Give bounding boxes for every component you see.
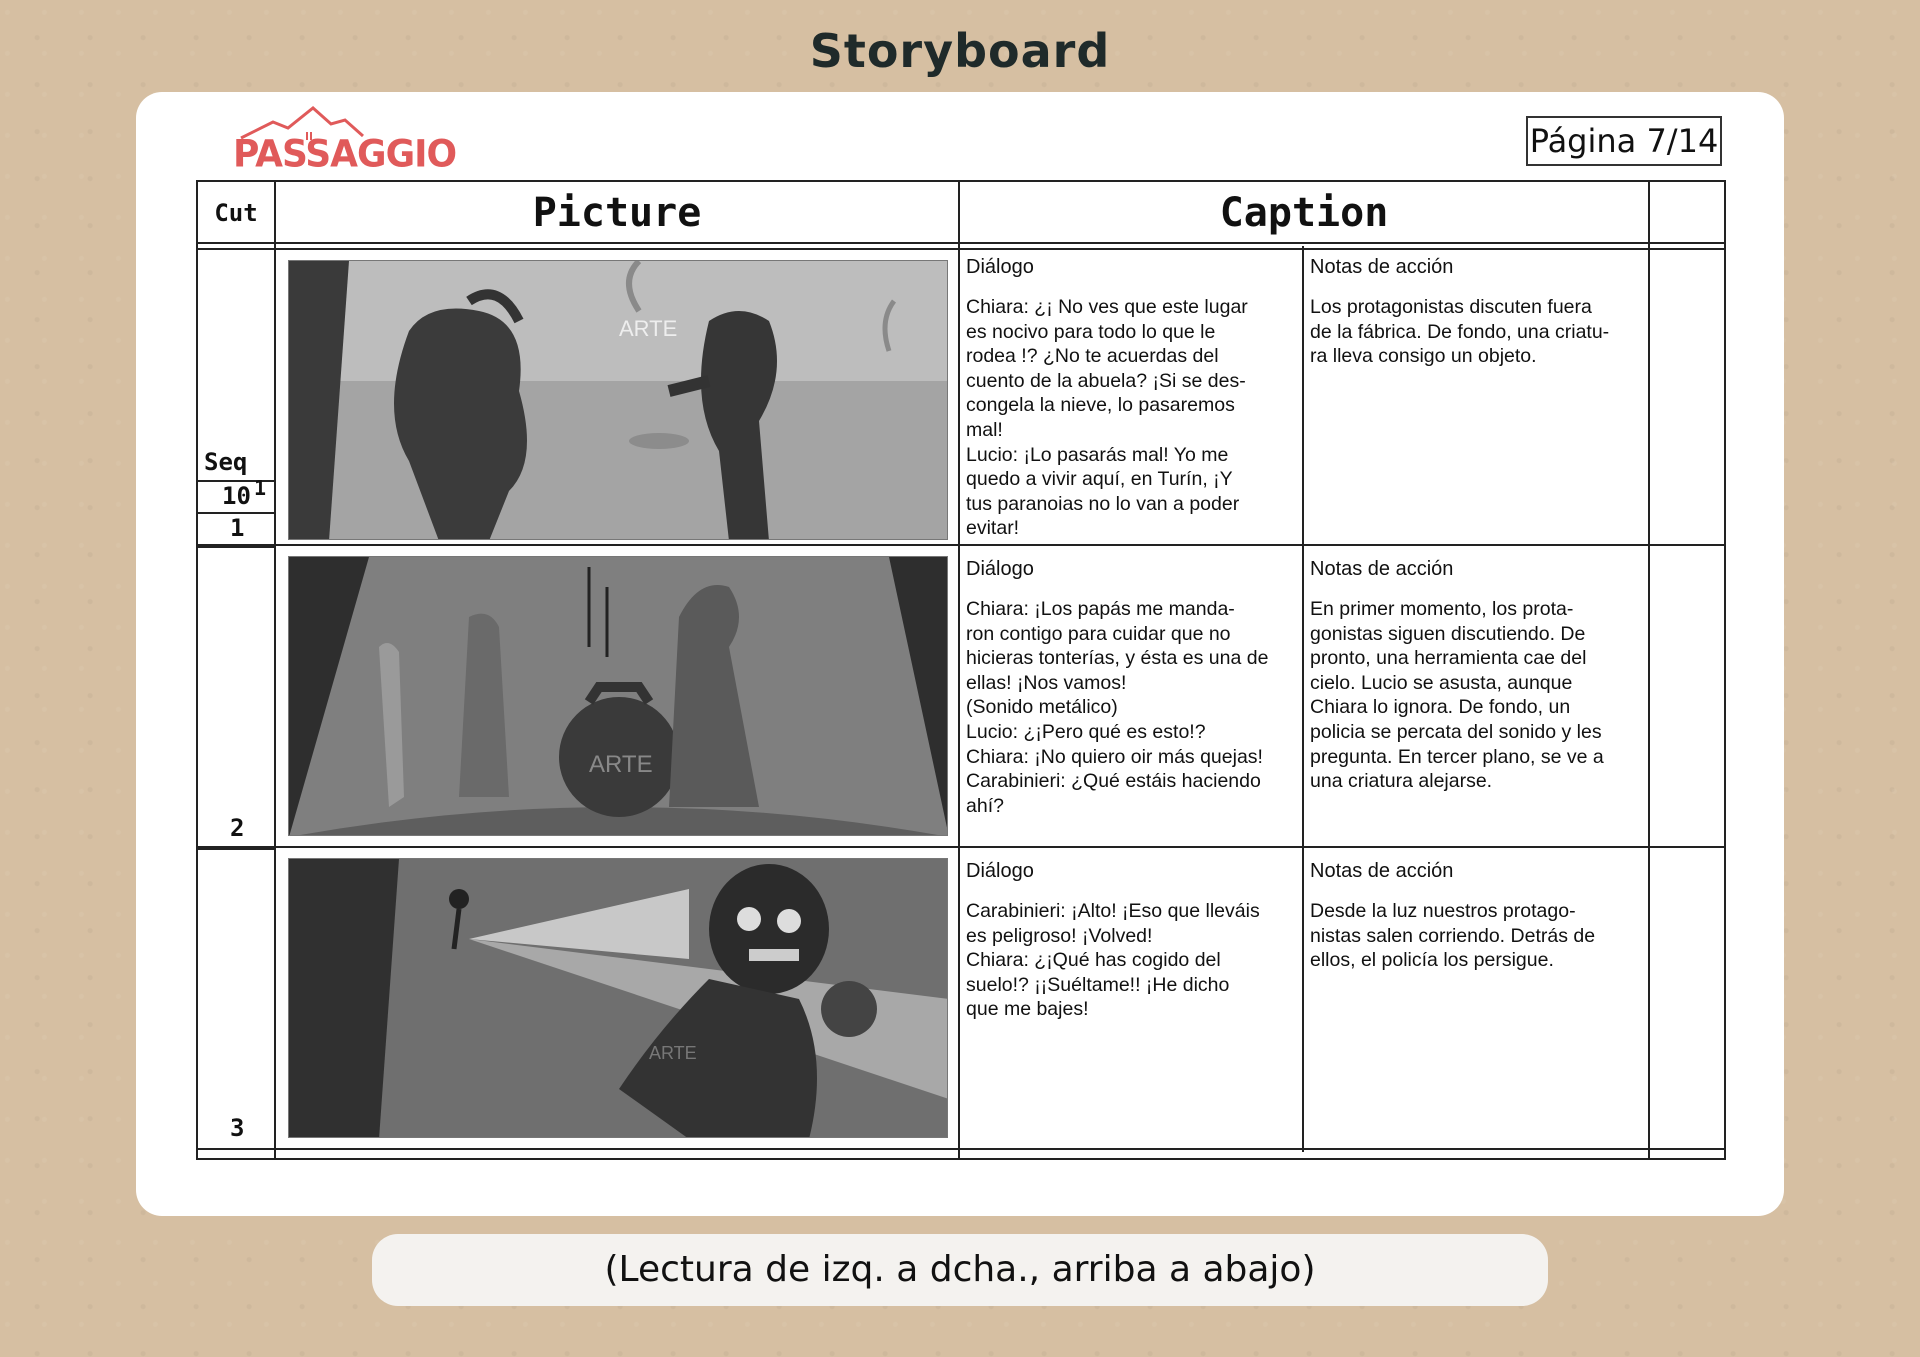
notes-cell [1310,256,1644,369]
page-indicator: Página 7/14 [1526,116,1722,166]
panel-sketch-chase [289,859,948,1138]
storyboard-panel [288,858,948,1138]
cut-number: 2 [230,814,245,842]
notes-text: En primer momento, los prota- gonistas siguen discutiendo. De pronto, una herramienta cae del cielo. Lucio se asusta, aunque Chiara lo ignora. De fondo, un policia se percata del sonido y les pregunta. En tercer plano, se ve a una criatura alejarse. [1310,598,1604,793]
notes-label: Notas de acción [1310,256,1454,278]
dialogue-cell [966,860,1296,1022]
dialogue-label: Diálogo [966,860,1034,882]
dialogue-label: Diálogo [966,558,1034,580]
header-caption: Caption [1219,190,1389,236]
notes-cell [1310,860,1644,973]
panel-sketch-argument [289,261,948,540]
dialogue-label: Diálogo [966,256,1034,278]
dialogue-text: Chiara: ¡Los papás me manda- ron contigo para cuidar que no hicieras tonterías, y ésta es una de ellas! ¡Nos vamos! (Sonido metálico) Lucio: ¿¡Pero qué es esto!? Chiara: ¡No quiero oir más quejas! Carabinieri: ¿Qué estáis haciendo ahí? [966,598,1269,817]
dialogue-cell [966,256,1296,541]
cut-number: 3 [230,1114,245,1142]
notes-label: Notas de acción [1310,558,1454,580]
logo-wordmark: PASSAGGIO [233,132,457,177]
sketch-bag-text: ARTE [649,1043,697,1063]
panel-sketch-falling-tool [289,557,948,836]
header-cut: Cut [214,199,258,227]
sketch-tool-text: ARTE [589,751,653,778]
dialogue-text: Carabinieri: ¡Alto! ¡Eso que lleváis es peligroso! ¡Volved! Chiara: ¿¡Qué has cogido del suelo!? ¡¡Suéltame!! ¡He dicho que me bajes! [966,900,1260,1021]
storyboard-sheet [136,92,1784,1216]
header-picture: Picture [532,190,702,236]
dialogue-text: Chiara: ¿¡ No ves que este lugar es nocivo para todo lo que le rodea !? ¿No te acuerdas del cuento de la abuela? ¡Si se des- congela la nieve, lo pasaremos mal! Lucio: ¡Lo pasarás mal! Yo me quedo a vivir aquí, en Turín, ¡Y tus paranoias no lo van a poder evitar! [966,296,1248,540]
sketch-sign-text: ARTE [619,316,678,341]
storyboard-panel [288,556,948,836]
cut-number: 1 [230,514,245,542]
notes-text: Los protagonistas discuten fuera de la fábrica. De fondo, una criatu- ra lleva consigo un objeto. [1310,296,1610,368]
reading-order-note: (Lectura de izq. a dcha., arriba a abajo) [372,1234,1548,1306]
dialogue-cell [966,558,1296,818]
notes-cell [1310,558,1644,794]
storyboard-table [196,180,1726,1160]
notes-label: Notas de acción [1310,860,1454,882]
seq-number: 10 [222,482,251,510]
notes-text: Desde la luz nuestros protago- nistas salen corriendo. Detrás de ellos, el policía los persigue. [1310,900,1596,972]
storyboard-panel [288,260,948,540]
page-title: Storyboard [809,24,1111,78]
seq-sub: 1 [254,476,267,500]
passaggio-logo [233,102,457,177]
seq-label: Seq [204,448,248,476]
